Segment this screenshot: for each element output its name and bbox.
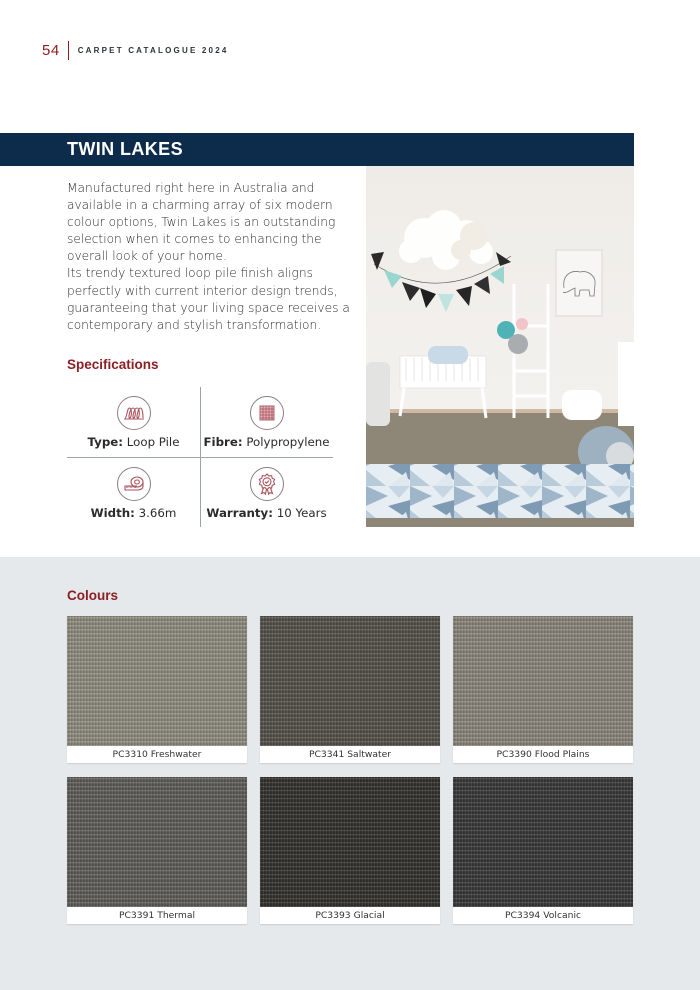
swatch-texture	[260, 777, 440, 907]
spec-warranty	[200, 458, 333, 528]
swatch-texture	[453, 616, 633, 746]
spec-type	[67, 387, 200, 457]
colour-swatch-volcanic[interactable]	[453, 777, 633, 924]
spec-warranty-label: Warranty:	[206, 506, 273, 520]
swatch-label: PC3390 Flood Plains	[496, 749, 590, 760]
catalogue-title: CARPET CATALOGUE 2024	[77, 45, 229, 55]
swatch-label: PC3310 Freshwater	[112, 749, 202, 760]
swatch-texture	[67, 777, 247, 907]
description-paragraph: Manufactured right here in Australia and available in a charming array of six modern colour options, Twin Lakes is an outstanding selection when it comes to enhancing the overall look of your home.	[67, 181, 336, 264]
swatch-texture	[67, 616, 247, 746]
header-divider	[68, 41, 69, 60]
spec-width	[67, 458, 200, 528]
specifications-grid	[67, 387, 333, 527]
page-number: 54	[42, 41, 60, 59]
spec-type-label: Type:	[87, 435, 124, 449]
spec-fibre	[200, 387, 333, 457]
spec-fibre-text	[203, 435, 329, 449]
hero-room-photo	[366, 166, 634, 527]
spec-warranty-text	[206, 506, 326, 520]
spec-width-value: 3.66m	[138, 506, 177, 520]
swatch-label: PC3393 Glacial	[315, 910, 385, 921]
colour-swatch-saltwater[interactable]	[260, 616, 440, 763]
spec-fibre-label: Fibre:	[203, 435, 243, 449]
product-title: TWIN LAKES	[67, 139, 183, 159]
award-ribbon-icon	[250, 467, 284, 501]
spec-width-label: Width:	[90, 506, 135, 520]
spec-type-value: Loop Pile	[126, 435, 180, 449]
colour-swatch-thermal[interactable]	[67, 777, 247, 924]
description-paragraph: Its trendy textured loop pile finish aligns perfectly with current interior design trends, guaranteeing that your living space receives a contemporary and stylish transformation.	[67, 266, 350, 332]
swatch-label: PC3341 Saltwater	[308, 749, 392, 760]
fibre-weave-icon	[250, 396, 284, 430]
colour-swatch-freshwater[interactable]	[67, 616, 247, 763]
loop-pile-icon	[117, 396, 151, 430]
colour-swatch-flood-plains[interactable]	[453, 616, 633, 763]
colours-heading: Colours	[67, 588, 119, 603]
swatch-texture	[260, 616, 440, 746]
room-photo-illustration	[366, 166, 634, 527]
tape-measure-icon	[117, 467, 151, 501]
colour-swatch-glacial[interactable]	[260, 777, 440, 924]
swatch-texture	[453, 777, 633, 907]
specifications-heading: Specifications	[67, 357, 159, 372]
spec-width-text	[91, 506, 177, 520]
spec-warranty-value: 10 Years	[276, 506, 327, 520]
spec-fibre-value: Polypropylene	[246, 435, 330, 449]
product-description	[67, 180, 357, 334]
swatch-label: PC3394 Volcanic	[504, 910, 582, 921]
page-header	[42, 40, 229, 60]
swatch-label: PC3391 Thermal	[118, 910, 196, 921]
product-title-bar	[0, 133, 634, 166]
spec-type-text	[88, 435, 180, 449]
